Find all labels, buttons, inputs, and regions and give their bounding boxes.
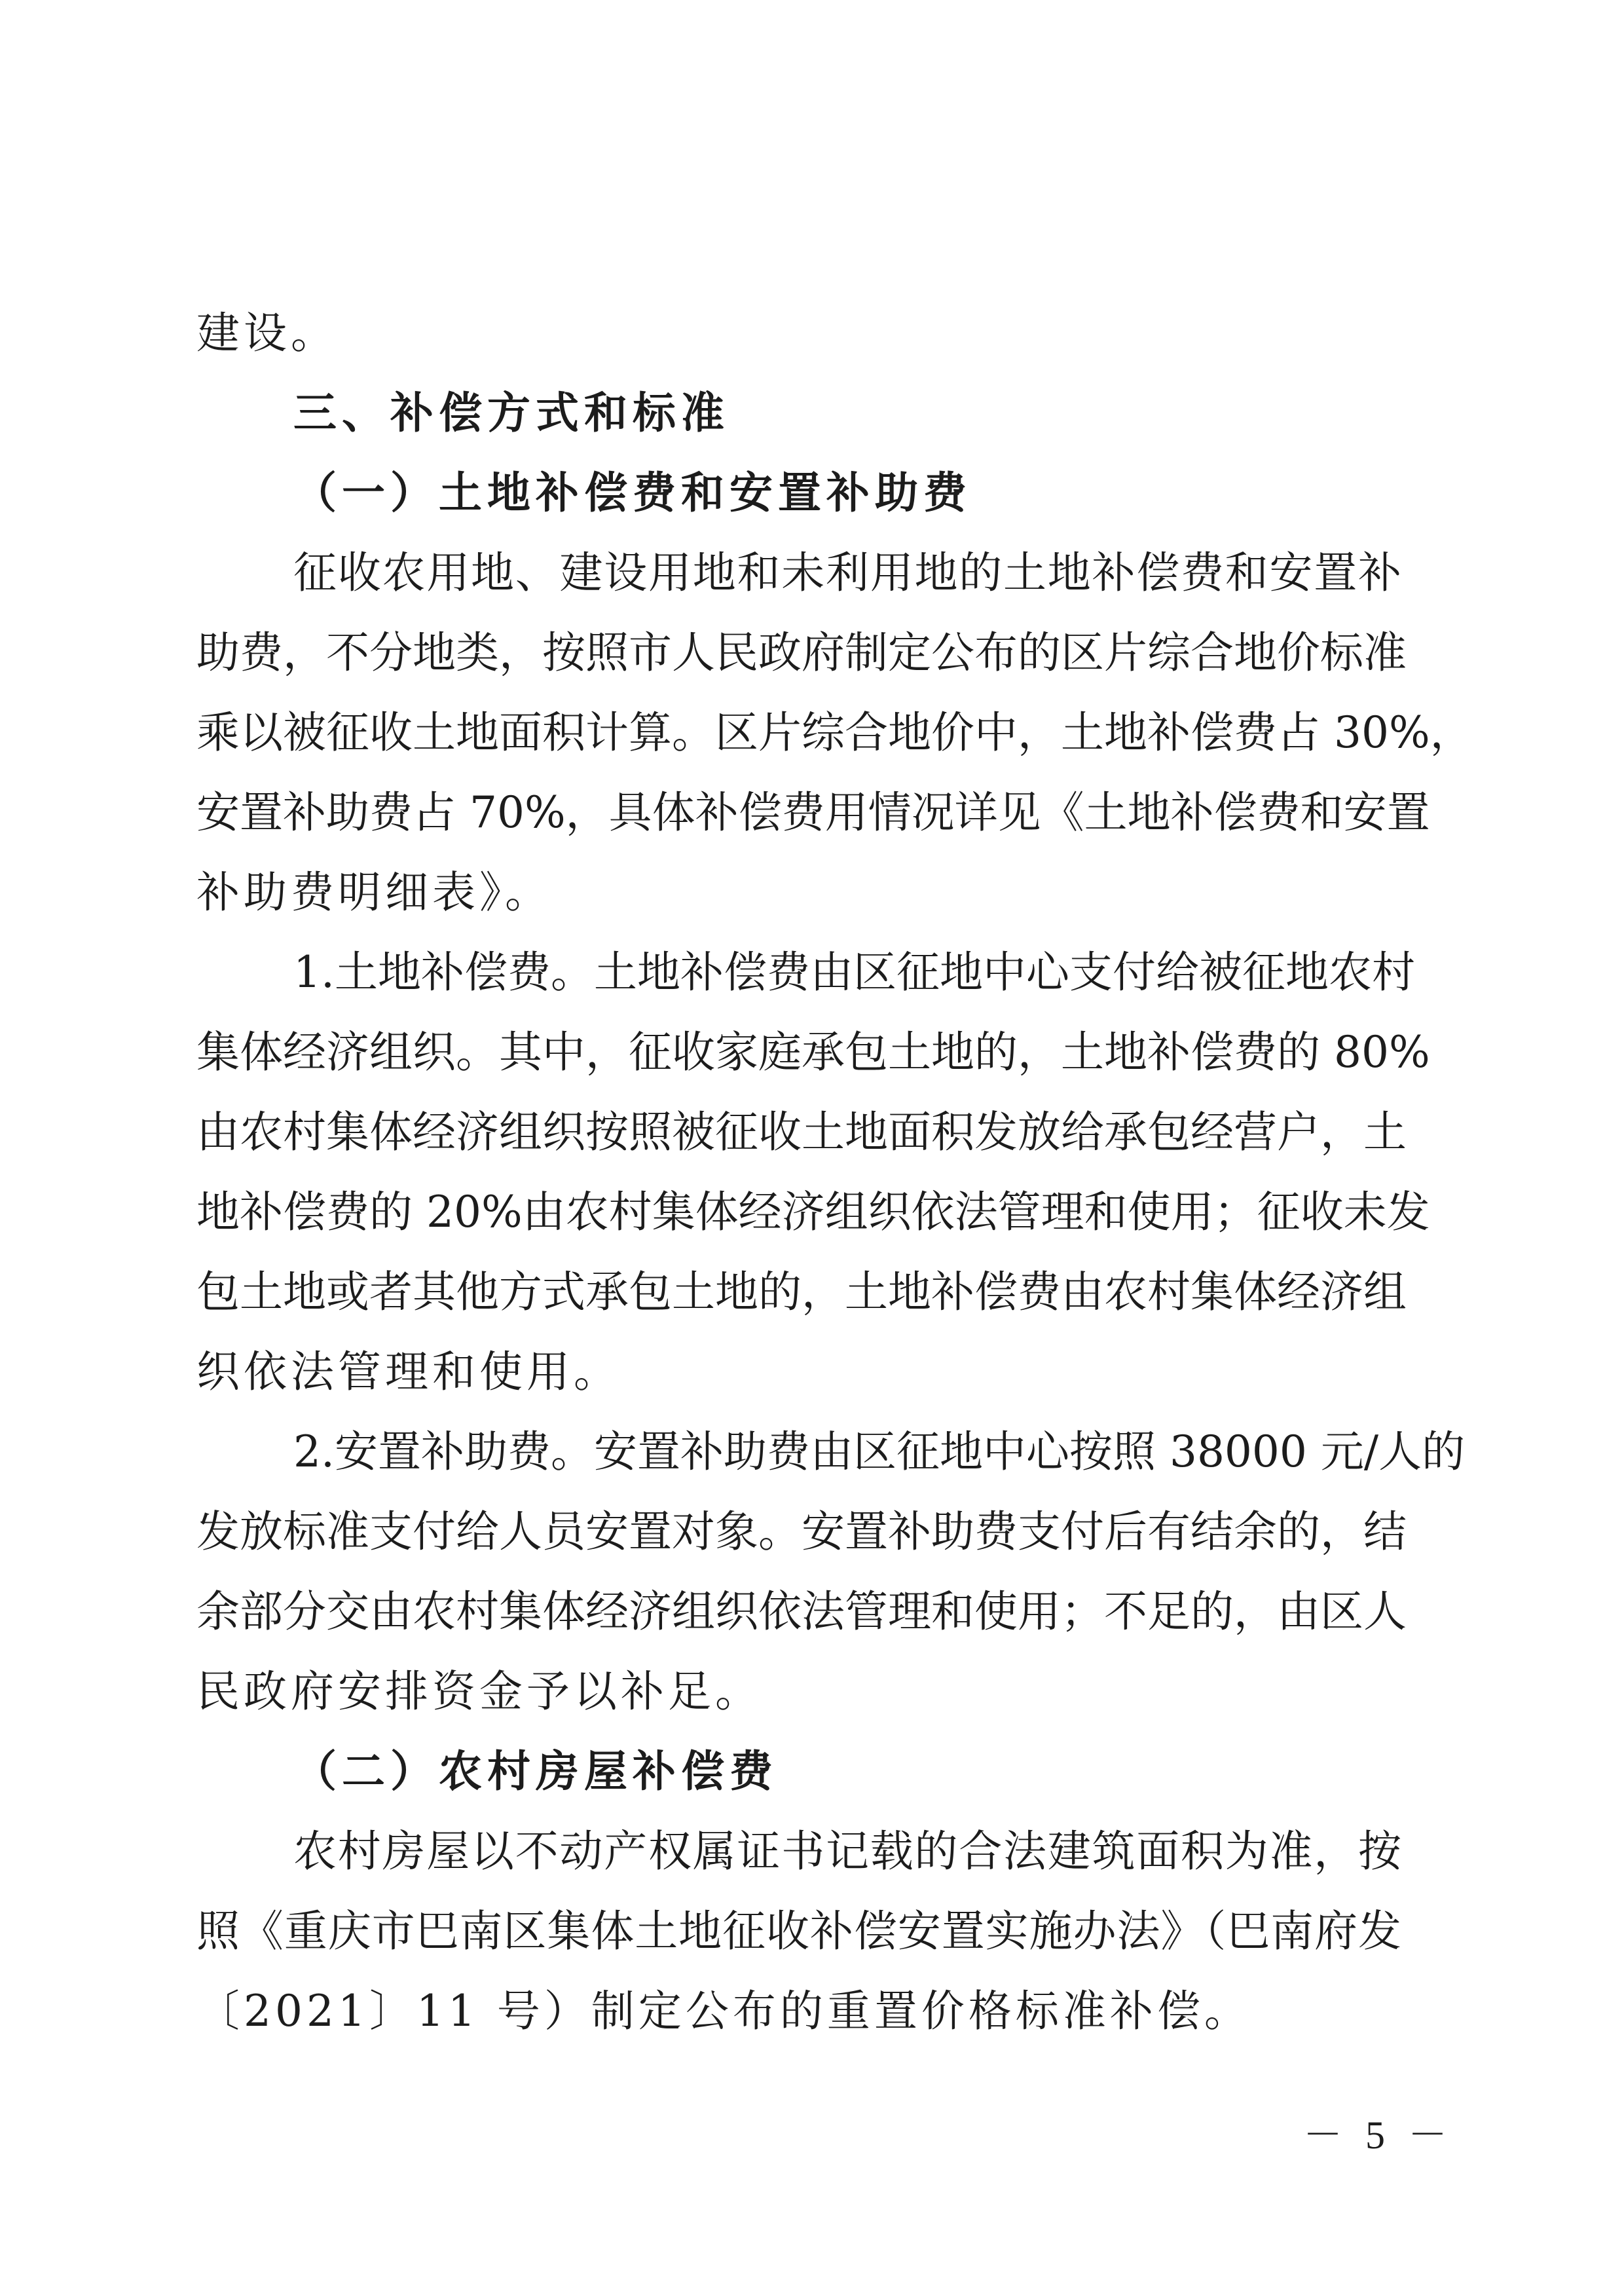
paragraph-line: 民政府安排资金予以补足。: [196, 1666, 762, 1717]
paragraph-line: 由农村集体经济组织按照被征收土地面积发放给承包经营户，土: [196, 1107, 1407, 1157]
paragraph-line: 2.安置补助费。安置补助费由区征地中心按照 38000 元/人的: [293, 1427, 1466, 1477]
section-heading: 三、补偿方式和标准: [293, 388, 729, 438]
paragraph-line: 照《重庆市巴南区集体土地征收补偿安置实施办法》（巴南府发: [196, 1906, 1401, 1956]
subsection-heading: （二）农村房屋补偿费: [293, 1746, 778, 1797]
paragraph-line: 补助费明细表》。: [196, 867, 552, 918]
paragraph-line: 〔2021〕11 号）制定公布的重置价格标准补偿。: [196, 1986, 1251, 2036]
paragraph-line: 征收农用地、建设用地和未利用地的土地补偿费和安置补: [293, 548, 1401, 598]
paragraph-line: 发放标准支付给人员安置对象。安置补助费支付后有结余的，结: [196, 1506, 1407, 1557]
text-line: 建设。: [196, 308, 338, 358]
paragraph-line: 包土地或者其他方式承包土地的，土地补偿费由农村集体经济组: [196, 1267, 1407, 1317]
paragraph-line: 余部分交由农村集体经济组织依法管理和使用；不足的，由区人: [196, 1586, 1407, 1637]
paragraph-line: 安置补助费占 70%，具体补偿费用情况详见《土地补偿费和安置: [196, 787, 1430, 838]
subsection-heading: （一）土地补偿费和安置补助费: [293, 468, 972, 518]
paragraph-line: 农村房屋以不动产权属证书记载的合法建筑面积为准，按: [293, 1826, 1401, 1876]
paragraph-line: 1.土地补偿费。土地补偿费由区征地中心支付给被征地农村: [293, 947, 1415, 998]
paragraph-line: 乘以被征收土地面积计算。区片综合地价中，土地补偿费占 30%，: [196, 707, 1473, 758]
paragraph-line: 地补偿费的 20%由农村集体经济组织依法管理和使用；征收未发: [196, 1187, 1430, 1237]
paragraph-line: 织依法管理和使用。: [196, 1347, 621, 1397]
paragraph-line: 助费，不分地类，按照市人民政府制定公布的区片综合地价标准: [196, 627, 1407, 678]
page-number: － 5 －: [1303, 2114, 1454, 2157]
paragraph-line: 集体经济组织。其中，征收家庭承包土地的，土地补偿费的 80%: [196, 1027, 1430, 1077]
document-body: [196, 293, 1473, 2051]
